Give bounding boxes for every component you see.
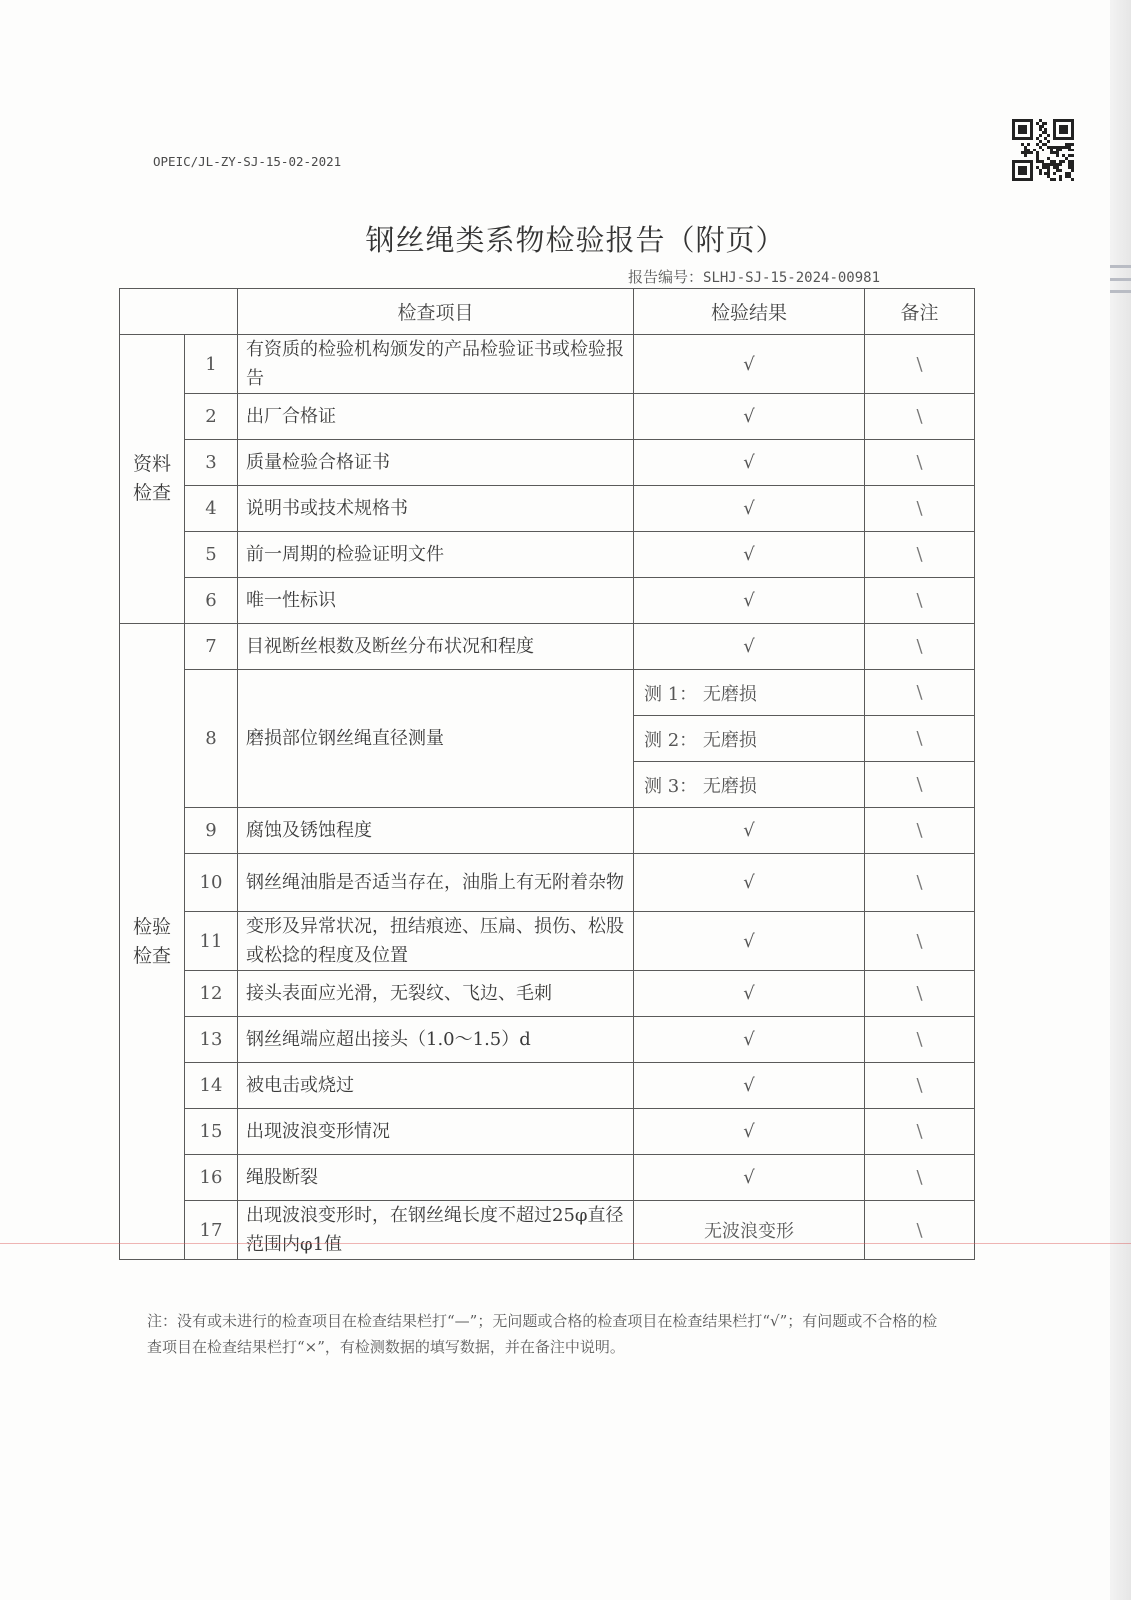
row-index: 14: [185, 1063, 238, 1109]
report-number-value: SLHJ-SJ-15-2024-00981: [703, 270, 881, 286]
footnote: 注：没有或未进行的检查项目在检查结果栏打“—”；无问题或合格的检查项目在检查结果栏打“√”；有问题或不合格的检查项目在检查结果栏打“×”，有检测数据的填写数据，并在备注中说明。: [147, 1312, 938, 1356]
row-item: 钢丝绳油脂是否适当存在，油脂上有无附着杂物: [238, 854, 634, 912]
row-result: √: [634, 624, 865, 670]
row-note: \: [865, 762, 975, 808]
row-note: \: [865, 971, 975, 1017]
table-row: [120, 440, 975, 486]
row-result: √: [634, 912, 865, 971]
row-note: \: [865, 335, 975, 394]
row-item: 腐蚀及锈蚀程度: [238, 808, 634, 854]
row-note: \: [865, 1155, 975, 1201]
row-result: √: [634, 1017, 865, 1063]
table-row: [120, 912, 975, 971]
table-row: [120, 578, 975, 624]
table-row: [120, 532, 975, 578]
row-note: \: [865, 912, 975, 971]
row-item: 磨损部位钢丝绳直径测量: [238, 670, 634, 808]
row-item: 接头表面应光滑，无裂纹、飞边、毛刺: [238, 971, 634, 1017]
row-note: \: [865, 440, 975, 486]
measurement-result: 测 3： 无磨损: [634, 762, 865, 808]
table-row: [120, 670, 975, 716]
row-result: √: [634, 971, 865, 1017]
table-row: [120, 394, 975, 440]
row-note: \: [865, 716, 975, 762]
row-note: \: [865, 1017, 975, 1063]
inspection-table: [119, 288, 975, 1260]
row-note: \: [865, 532, 975, 578]
qr-code-icon: [1012, 119, 1074, 181]
row-index: 4: [185, 486, 238, 532]
row-index: 6: [185, 578, 238, 624]
row-index: 8: [185, 670, 238, 808]
row-note: \: [865, 486, 975, 532]
row-result: √: [634, 394, 865, 440]
row-note: \: [865, 854, 975, 912]
row-note: \: [865, 624, 975, 670]
table-row: [120, 335, 975, 394]
row-index: 10: [185, 854, 238, 912]
row-result: √: [634, 440, 865, 486]
table-row: [120, 854, 975, 912]
report-number-label: 报告编号：: [628, 268, 704, 286]
row-index: 13: [185, 1017, 238, 1063]
table-row: [120, 1063, 975, 1109]
measurement-result: 测 1： 无磨损: [634, 670, 865, 716]
row-item: 唯一性标识: [238, 578, 634, 624]
report-title: 钢丝绳类系物检验报告（附页）: [365, 223, 786, 257]
row-index: 1: [185, 335, 238, 394]
row-item: 质量检验合格证书: [238, 440, 634, 486]
row-note: \: [865, 1063, 975, 1109]
form-code: OPEIC/JL-ZY-SJ-15-02-2021: [153, 154, 342, 169]
row-index: 7: [185, 624, 238, 670]
row-result: √: [634, 1063, 865, 1109]
row-index: 12: [185, 971, 238, 1017]
table-row: [120, 971, 975, 1017]
table-header-row: [120, 289, 975, 335]
row-index: 9: [185, 808, 238, 854]
row-item: 钢丝绳端应超出接头（1.0～1.5）d: [238, 1017, 634, 1063]
row-note: \: [865, 808, 975, 854]
section-inspection-check: 检验检查: [120, 624, 185, 1260]
table-row: [120, 486, 975, 532]
row-result: √: [634, 1155, 865, 1201]
table-row: [120, 1155, 975, 1201]
row-item: 出现波浪变形情况: [238, 1109, 634, 1155]
row-index: 16: [185, 1155, 238, 1201]
row-index: 15: [185, 1109, 238, 1155]
row-item: 被电击或烧过: [238, 1063, 634, 1109]
row-result: √: [634, 486, 865, 532]
row-note: \: [865, 578, 975, 624]
table-row: [120, 624, 975, 670]
row-result: √: [634, 1109, 865, 1155]
row-result: √: [634, 808, 865, 854]
header-item: 检查项目: [238, 289, 634, 335]
row-result: 无波浪变形: [634, 1201, 865, 1260]
table-row: [120, 1109, 975, 1155]
row-index: 11: [185, 912, 238, 971]
header-blank: [120, 289, 238, 335]
header-note: 备注: [865, 289, 975, 335]
row-result: √: [634, 335, 865, 394]
table-row: [120, 1201, 975, 1260]
row-result: √: [634, 532, 865, 578]
row-item: 前一周期的检验证明文件: [238, 532, 634, 578]
scan-artifact-line: [0, 1243, 1131, 1244]
row-note: \: [865, 1109, 975, 1155]
row-item: 出现波浪变形时，在钢丝绳长度不超过25φ直径范围内φ1值: [238, 1201, 634, 1260]
header-result: 检验结果: [634, 289, 865, 335]
row-note: \: [865, 670, 975, 716]
row-item: 说明书或技术规格书: [238, 486, 634, 532]
row-note: \: [865, 394, 975, 440]
table-row: [120, 1017, 975, 1063]
row-item: 绳股断裂: [238, 1155, 634, 1201]
row-result: √: [634, 854, 865, 912]
row-result: √: [634, 578, 865, 624]
measurement-result: 测 2： 无磨损: [634, 716, 865, 762]
row-index: 2: [185, 394, 238, 440]
row-item: 变形及异常状况，扭结痕迹、压扁、损伤、松股或松捻的程度及位置: [238, 912, 634, 971]
row-index: 3: [185, 440, 238, 486]
row-item: 有资质的检验机构颁发的产品检验证书或检验报告: [238, 335, 634, 394]
section-docs-check: 资料检查: [120, 335, 185, 624]
row-item: 出厂合格证: [238, 394, 634, 440]
report-number: [628, 266, 880, 287]
row-item: 目视断丝根数及断丝分布状况和程度: [238, 624, 634, 670]
row-index: 5: [185, 532, 238, 578]
table-row: [120, 808, 975, 854]
row-note: \: [865, 1201, 975, 1260]
row-index: 17: [185, 1201, 238, 1260]
